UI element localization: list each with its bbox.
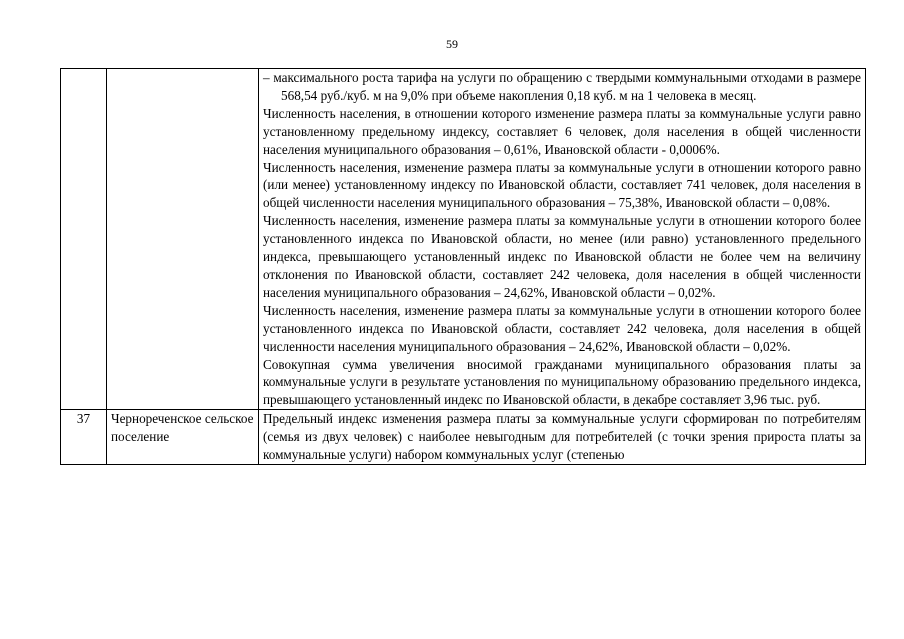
paragraph: Предельный индекс изменения размера платы за коммунальные услуги сформирован по потребителям (семья из двух человек) с наиболее невыгодным для потребителей (с точки зрения прироста платы за коммунальные услуги) набором коммунальных услуг (степенью	[263, 411, 861, 463]
paragraph: Численность населения, изменение размера платы за коммунальные услуги в отношении которого более установленного индекса по Ивановской области, но менее (или равно) установленного предельного индекса, превышающего установленный индекс по Ивановской области не более чем на величину отклонения по Ивановской области, составляет 242 человека, доля населения в общей численности населения муниципального образования – 24,62%, Ивановской области – 0,02%.	[263, 213, 861, 300]
paragraph: Численность населения, изменение размера платы за коммунальные услуги в отношении которого равно (или менее) установленному индексу по Ивановской области, составляет 741 человек, доля населения в общей численности населения муниципального образования – 75,38%, Ивановской области – 0,08%.	[263, 159, 861, 211]
table-row	[61, 410, 866, 465]
paragraph: Совокупная сумма увеличения вносимой гражданами муниципального образования платы за коммунальные услуги в результате установления по муниципальному образованию предельного индекса, превышающего установленный индекс по Ивановской области, в декабре составляет 3,96 тыс. руб.	[263, 356, 861, 408]
row-number-cell: 37	[61, 410, 107, 465]
paragraph: Численность населения, в отношении которого изменение размера платы за коммунальные услуги равно установленному предельному индексу, составляет 6 человек, доля населения в общей численности населения муниципального образования – 0,61%, Ивановской области - 0,0006%.	[263, 105, 861, 157]
table-row	[61, 69, 866, 410]
page-number: 59	[446, 37, 458, 51]
description-cell	[259, 69, 866, 410]
municipality-name-cell	[107, 69, 259, 410]
description-cell	[259, 410, 866, 465]
row-number-cell	[61, 69, 107, 410]
bullet-item: – максимального роста тарифа на услуги по обращению с твердыми коммунальными отходами в размере 568,54 руб./куб. м на 9,0% при объеме накопления 0,18 куб. м на 1 человека в месяц.	[263, 70, 861, 103]
municipality-name-cell: Чернореченское сельское поселение	[107, 410, 259, 465]
municipal-index-table	[60, 68, 866, 465]
paragraph: Численность населения, изменение размера платы за коммунальные услуги в отношении которого более установленного индекса по Ивановской области, составляет 242 человека, доля населения в общей численности населения муниципального образования – 24,62%, Ивановской области – 0,02%.	[263, 302, 861, 354]
